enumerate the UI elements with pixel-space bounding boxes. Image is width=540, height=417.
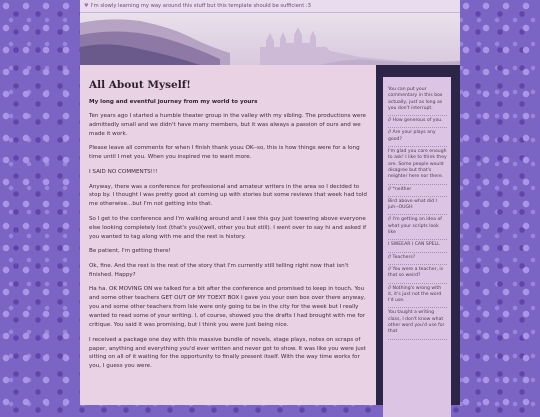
header-banner-image xyxy=(80,13,460,65)
post-paragraph: Ten years ago I started a humble theater group in the valley with my sibling. The productions were admittedly small and we didn't have many members, but it was always a passion of ours and we made it work. xyxy=(89,113,366,137)
sidebar-comment: I'm glad you care enough to ask! I like to think they are. Some people would disagree but that's neighter here nor there. xyxy=(388,147,447,184)
sidebar-comment: // Nothing's wrong with it, it's just not the word I'd use. xyxy=(388,284,447,309)
sidebar-comment: // How generous of you. xyxy=(388,116,447,128)
sidebar-comment: You can put your commentary in this box actually, just as long as you don't interrupt. xyxy=(388,87,447,116)
sidebar-comment: // *neither xyxy=(388,185,447,197)
sidebar-frame xyxy=(376,65,460,405)
sidebar-comment: // Teachers? xyxy=(388,253,447,265)
announcement-text: I'm slowly learning my way around this stuff but this template should be sufficient :3 xyxy=(90,3,311,9)
post-paragraph: Be patient, I'm getting there! xyxy=(89,248,171,255)
post-paragraph: I SAID NO COMMENTS!!! xyxy=(89,168,158,175)
heart-icon: ♥ xyxy=(84,3,89,9)
sidebar-comment: You taught a writing class, I don't know what other word you'd use for that xyxy=(388,308,447,339)
post-paragraph: Anyway, there was a conference for professional and amateur writers in the area so I decided to stop by. I thought I was pretty good at coming up with stories but some reviews that week had told me otherwise...but I'm not getting into that. xyxy=(89,183,367,208)
page-wrapper xyxy=(80,0,460,405)
sidebar-comment: // Are your plays any good? xyxy=(388,128,447,147)
sidebar-comment: // You were a teacher, is that so weird? xyxy=(388,265,447,284)
announcement-bar xyxy=(80,0,460,13)
post-paragraph: Please leave all comments for when I finish thank youu OK--so, this is how things were for a long time until I met you. When you inspired me to want more. xyxy=(89,145,360,161)
post-subtitle: My long and eventful journey from my world to yours xyxy=(89,99,258,105)
main-content xyxy=(80,65,376,405)
post-paragraph: I received a package one day with this massive bundle of novels, stage plays, notes on scraps of paper, anything and everything you'd ever written and never got to show. It was like you were just sitting on all of it waiting for the opportunity to finally present itself. With the way time works for you, I guess you were. xyxy=(89,336,366,370)
post-paragraph: Ok, fine. And the rest is the rest of the story that I'm currently still telling right now that isn't finished. Happy? xyxy=(89,262,349,278)
post-title: All About Myself! xyxy=(89,79,191,91)
sidebar-comment: // I'm getting an idea of what your scripts look like xyxy=(388,215,447,240)
post-paragraph: Ha ha. OK MOVING ON we talked for a bit after the conference and promised to keep in touch. You and some other teachers GET OUT OF MY TOEXT BOX I gave you your own box over there anyway, you and some other teachers from Isle were only going to be in the city for the week but I really wanted to read some of your writing. I, of course, showed you the drafts I had brought with me for critique. You said it was promising, but I think you were just being nice. xyxy=(89,286,366,329)
sidebar-comments xyxy=(383,77,451,417)
castle-landscape-illustration xyxy=(80,13,460,65)
post-paragraph: So I get to the conference and I'm walking around and I see this guy just towering above everyone else looking completely lost (that's you)(well, other you but still). I went over to say hi and asked if you wanted to tag along with me and the rest is history. xyxy=(89,215,367,240)
sidebar-comment: I SWEEAR I CAN SPELL xyxy=(388,240,447,252)
sidebar-comment: Bird above what did I juh--OUGH xyxy=(388,197,447,216)
